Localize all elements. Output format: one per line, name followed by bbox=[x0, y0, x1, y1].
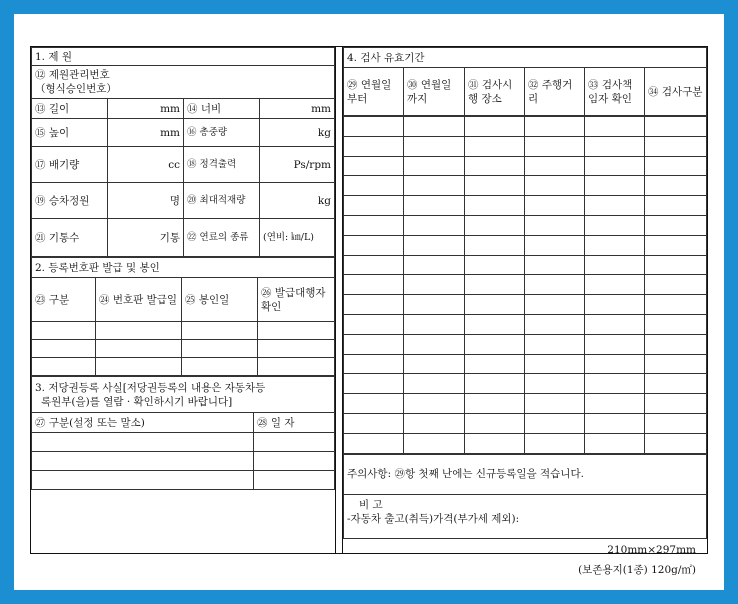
inspection-cell bbox=[585, 354, 645, 374]
insp-col-officer: ㉝ 검사책임자 확인 bbox=[585, 68, 645, 116]
inspection-cell bbox=[465, 136, 525, 156]
inspection-cell bbox=[465, 394, 525, 414]
inspection-cell bbox=[585, 117, 645, 137]
inspection-cell bbox=[465, 176, 525, 196]
inspection-row bbox=[344, 136, 707, 156]
inspection-cell bbox=[344, 413, 404, 433]
inspection-row bbox=[344, 334, 707, 354]
inspection-cell bbox=[465, 117, 525, 137]
inspection-cell bbox=[404, 314, 465, 334]
mgmt-no-row bbox=[32, 66, 335, 99]
insp-col-place: ㉛ 검사시행 장소 bbox=[465, 68, 525, 116]
inspection-cell bbox=[585, 275, 645, 295]
height-unit: mm bbox=[108, 119, 184, 147]
mgmt-no-label: ⑫ 제원관리번호 bbox=[35, 69, 110, 81]
insp-col-mileage: ㉜ 주행거리 bbox=[525, 68, 585, 116]
inspection-cell bbox=[344, 176, 404, 196]
section2-title: 2. 등록번호판 발급 및 봉인 bbox=[32, 258, 335, 278]
inspection-cell bbox=[404, 295, 465, 315]
inspection-cell bbox=[404, 136, 465, 156]
inspection-cell bbox=[645, 295, 707, 315]
inspection-cell bbox=[465, 215, 525, 235]
inspection-cell bbox=[645, 433, 707, 453]
inspection-cell bbox=[645, 314, 707, 334]
inspection-cell bbox=[344, 334, 404, 354]
inspection-cell bbox=[344, 275, 404, 295]
left-panel bbox=[30, 46, 336, 554]
inspection-cell bbox=[404, 413, 465, 433]
inspection-row bbox=[344, 235, 707, 255]
section4-title: 4. 검사 유효기간 bbox=[344, 48, 707, 68]
inspection-cell bbox=[525, 354, 585, 374]
inspection-cell bbox=[465, 295, 525, 315]
note-row bbox=[344, 454, 707, 494]
inspection-cell bbox=[404, 255, 465, 275]
inspection-cell bbox=[645, 354, 707, 374]
inspection-cell bbox=[525, 255, 585, 275]
max-load-label: ⑳ 최대적재량 bbox=[184, 183, 260, 219]
plate-col-type: ㉓ 구분 bbox=[32, 278, 96, 322]
plate-col-agent: ㉖ 발급대행자 확인 bbox=[258, 278, 335, 322]
inspection-cell bbox=[344, 433, 404, 453]
inspection-cell bbox=[404, 275, 465, 295]
inspection-cell bbox=[344, 136, 404, 156]
inspection-cell bbox=[525, 394, 585, 414]
inspection-cell bbox=[645, 275, 707, 295]
mortgage-col-date: ㉘ 일 자 bbox=[254, 413, 335, 433]
inspection-row bbox=[344, 295, 707, 315]
paper-type: (보존용지(1종) 120g/㎡) bbox=[578, 564, 696, 576]
inspection-cell bbox=[344, 215, 404, 235]
mortgage-row bbox=[32, 433, 335, 452]
inspection-cell bbox=[344, 314, 404, 334]
plate-row bbox=[32, 322, 335, 340]
paper-size: 210mm×297mm bbox=[607, 544, 696, 556]
inspection-cell bbox=[645, 255, 707, 275]
inspection-row bbox=[344, 255, 707, 275]
height-weight-row bbox=[32, 119, 335, 147]
section4-colhead bbox=[344, 68, 707, 116]
seating-label: ⑲ 승차정원 bbox=[32, 183, 108, 219]
inspection-cell bbox=[585, 433, 645, 453]
right-panel-inner bbox=[342, 47, 707, 553]
inspection-row bbox=[344, 354, 707, 374]
inspection-cell bbox=[465, 255, 525, 275]
mortgage-row bbox=[32, 452, 335, 471]
inspection-cell bbox=[344, 235, 404, 255]
inspection-cell bbox=[344, 374, 404, 394]
inspection-cell bbox=[525, 117, 585, 137]
inspection-cell bbox=[525, 215, 585, 235]
section3-title-line1: 3. 저당권등록 사실[저당권등록의 내용은 자동차등 bbox=[35, 381, 266, 394]
width-unit: mm bbox=[260, 99, 335, 119]
inspection-cell bbox=[585, 235, 645, 255]
plate-col-seal-date: ㉕ 봉인일 bbox=[182, 278, 258, 322]
inspection-cell bbox=[404, 176, 465, 196]
max-load-unit: kg bbox=[260, 183, 335, 219]
inspection-cell bbox=[525, 176, 585, 196]
inspection-cell bbox=[585, 295, 645, 315]
rated-output-label: ⑱ 정격출력 bbox=[184, 147, 260, 183]
inspection-cell bbox=[645, 196, 707, 216]
section4-header bbox=[344, 48, 707, 68]
cylinders-unit: 기통 bbox=[108, 219, 184, 257]
inspection-cell bbox=[645, 176, 707, 196]
inspection-row bbox=[344, 413, 707, 433]
remarks-title: 비 고 bbox=[359, 498, 383, 511]
height-label: ⑮ 높이 bbox=[32, 119, 108, 147]
inspection-cell bbox=[585, 394, 645, 414]
inspection-cell bbox=[645, 117, 707, 137]
inspection-cell bbox=[404, 117, 465, 137]
inspection-cell bbox=[585, 374, 645, 394]
length-label: ⑬ 길이 bbox=[32, 99, 108, 119]
inspection-row bbox=[344, 176, 707, 196]
note-text: 주의사항: ㉙항 첫째 난에는 신규등록일을 적습니다. bbox=[344, 454, 707, 494]
section2-colhead bbox=[32, 278, 335, 322]
inspection-cell bbox=[645, 394, 707, 414]
inspection-cell bbox=[645, 235, 707, 255]
section3-title-cell bbox=[32, 377, 335, 413]
inspection-cell bbox=[465, 374, 525, 394]
notes-table bbox=[343, 454, 707, 539]
inspection-cell bbox=[645, 374, 707, 394]
inspection-cell bbox=[645, 136, 707, 156]
mortgage-table bbox=[31, 376, 335, 490]
inspection-cell bbox=[404, 374, 465, 394]
inspection-cell bbox=[585, 334, 645, 354]
inspection-cell bbox=[344, 394, 404, 414]
section1-header bbox=[32, 48, 335, 66]
inspection-cell bbox=[404, 334, 465, 354]
remarks-line: -자동차 출고(취득)가격(부가세 제외): bbox=[347, 512, 520, 525]
right-panel bbox=[336, 46, 708, 554]
insp-col-to: ㉚ 연월일까지 bbox=[404, 68, 465, 116]
inspection-cell bbox=[525, 275, 585, 295]
inspection-cell bbox=[344, 354, 404, 374]
inspection-cell bbox=[404, 235, 465, 255]
inspection-cell bbox=[645, 334, 707, 354]
inspection-cell bbox=[404, 215, 465, 235]
inspection-cell bbox=[525, 314, 585, 334]
inspection-cell bbox=[465, 156, 525, 176]
insp-col-type: ㉞ 검사구분 bbox=[645, 68, 707, 116]
inspection-cell bbox=[585, 156, 645, 176]
insp-col-from: ㉙ 연월일부터 bbox=[344, 68, 404, 116]
seating-load-row bbox=[32, 183, 335, 219]
inspection-cell bbox=[585, 255, 645, 275]
spec-table bbox=[31, 47, 335, 257]
plate-col-issue-date: ㉔ 번호판 발급일 bbox=[96, 278, 182, 322]
inspection-rows bbox=[343, 116, 707, 454]
inspection-cell bbox=[465, 235, 525, 255]
inspection-row bbox=[344, 275, 707, 295]
inspection-cell bbox=[465, 334, 525, 354]
inspection-cell bbox=[525, 413, 585, 433]
inspection-cell bbox=[585, 314, 645, 334]
gross-weight-unit: kg bbox=[260, 119, 335, 147]
fuel-label: ㉒ 연료의 종류 bbox=[184, 219, 260, 257]
inspection-cell bbox=[465, 354, 525, 374]
inspection-cell bbox=[465, 433, 525, 453]
displacement-output-row bbox=[32, 147, 335, 183]
section2-header bbox=[32, 258, 335, 278]
section3-header bbox=[32, 377, 335, 413]
inspection-cell bbox=[404, 354, 465, 374]
inspection-row bbox=[344, 374, 707, 394]
inspection-cell bbox=[585, 196, 645, 216]
inspection-cell bbox=[525, 156, 585, 176]
inspection-cell bbox=[645, 215, 707, 235]
section3-colhead bbox=[32, 413, 335, 433]
mortgage-col-type: ㉗ 구분(설정 또는 말소) bbox=[32, 413, 254, 433]
fuel-unit: (연비: ㎞/L) bbox=[260, 219, 335, 257]
length-unit: mm bbox=[108, 99, 184, 119]
mgmt-no-sub: （형식승인번호） bbox=[35, 83, 117, 95]
length-width-row bbox=[32, 99, 335, 119]
gross-weight-label: ⑯ 총중량 bbox=[184, 119, 260, 147]
plate-row bbox=[32, 340, 335, 358]
inspection-cell bbox=[404, 433, 465, 453]
inspection-row bbox=[344, 117, 707, 137]
plate-table bbox=[31, 257, 335, 376]
inspection-cell bbox=[645, 413, 707, 433]
inspection-cell bbox=[465, 314, 525, 334]
inspection-cell bbox=[525, 196, 585, 216]
inspection-row bbox=[344, 196, 707, 216]
rated-output-unit: Ps/rpm bbox=[260, 147, 335, 183]
remarks-cell bbox=[344, 494, 707, 538]
inspection-cell bbox=[344, 117, 404, 137]
inspection-cell bbox=[585, 413, 645, 433]
inspection-cell bbox=[404, 196, 465, 216]
inspection-cell bbox=[525, 374, 585, 394]
inspection-table bbox=[343, 47, 707, 116]
inspection-row bbox=[344, 215, 707, 235]
inspection-cell bbox=[585, 136, 645, 156]
plate-row bbox=[32, 358, 335, 376]
remarks-row bbox=[344, 494, 707, 538]
inspection-cell bbox=[525, 235, 585, 255]
inspection-cell bbox=[525, 136, 585, 156]
mortgage-row bbox=[32, 471, 335, 490]
width-label: ⑭ 너비 bbox=[184, 99, 260, 119]
inspection-row bbox=[344, 433, 707, 453]
displacement-unit: cc bbox=[108, 147, 184, 183]
inspection-cell bbox=[404, 156, 465, 176]
inspection-cell bbox=[585, 215, 645, 235]
cylinders-label: ㉑ 기통수 bbox=[32, 219, 108, 257]
inspection-cell bbox=[344, 295, 404, 315]
inspection-cell bbox=[344, 255, 404, 275]
inspection-cell bbox=[645, 156, 707, 176]
displacement-label: ⑰ 배기량 bbox=[32, 147, 108, 183]
inspection-cell bbox=[404, 394, 465, 414]
inspection-cell bbox=[465, 196, 525, 216]
inspection-cell bbox=[525, 433, 585, 453]
inspection-cell bbox=[344, 156, 404, 176]
cylinders-fuel-row bbox=[32, 219, 335, 257]
mgmt-no-cell bbox=[32, 66, 335, 99]
inspection-cell bbox=[585, 176, 645, 196]
form-frame bbox=[14, 14, 724, 590]
section1-title: 1. 제 원 bbox=[32, 48, 335, 66]
inspection-row bbox=[344, 156, 707, 176]
inspection-row bbox=[344, 314, 707, 334]
inspection-cell bbox=[465, 275, 525, 295]
inspection-cell bbox=[525, 295, 585, 315]
inspection-cell bbox=[465, 413, 525, 433]
seating-unit: 명 bbox=[108, 183, 184, 219]
inspection-cell bbox=[344, 196, 404, 216]
section3-title-line2: 록원부(을)를 열람 · 확인하시기 바랍니다] bbox=[41, 395, 233, 408]
inspection-cell bbox=[525, 334, 585, 354]
inspection-row bbox=[344, 394, 707, 414]
